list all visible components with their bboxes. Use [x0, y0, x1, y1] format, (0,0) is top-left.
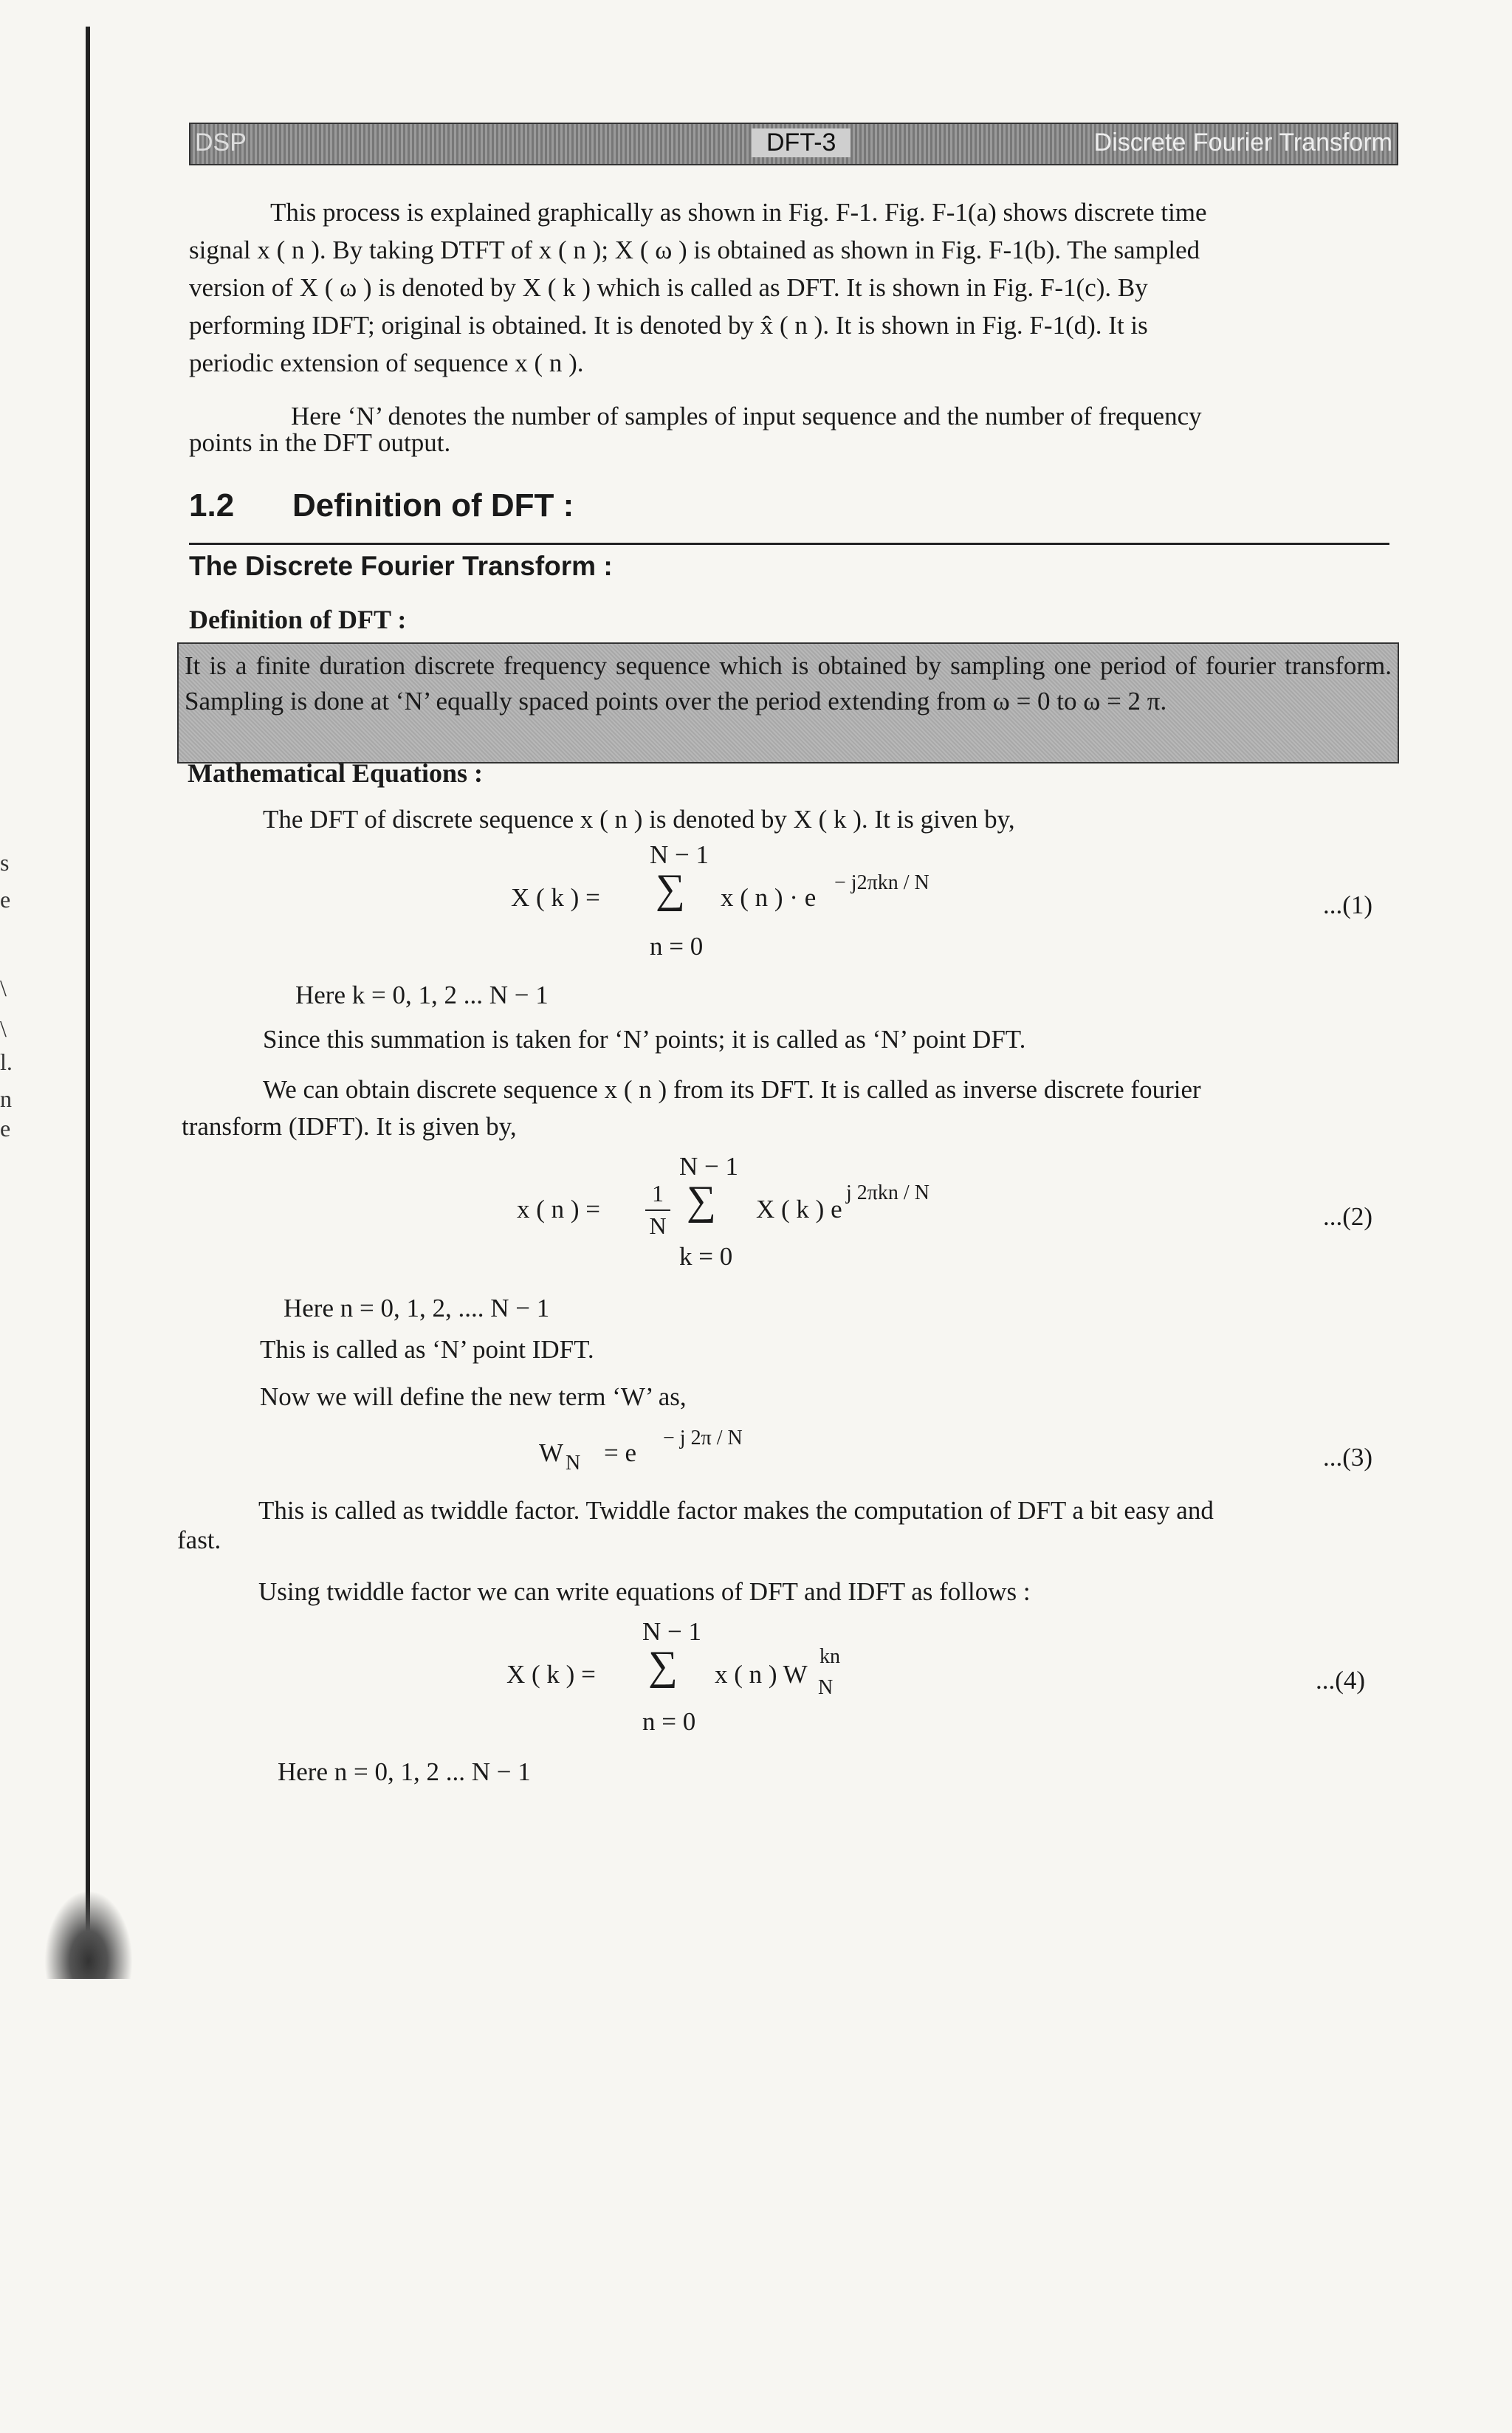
- binding-shadow: [44, 1890, 133, 1979]
- body-text: This is called as ‘N’ point IDFT.: [260, 1335, 594, 1364]
- eq2-fraction-denominator: N: [649, 1212, 667, 1239]
- body-text: Now we will define the new term ‘W’ as,: [260, 1382, 687, 1411]
- body-text: We can obtain discrete sequence x ( n ) from its DFT. It is called as inverse discrete fourier: [263, 1075, 1201, 1104]
- math-heading: Mathematical Equations :: [188, 758, 483, 788]
- section-title: Definition of DFT :: [292, 487, 574, 524]
- body-text: Here n = 0, 1, 2, .... N − 1: [284, 1294, 550, 1322]
- body-text: Using twiddle factor we can write equations of DFT and IDFT as follows :: [258, 1577, 1031, 1606]
- section-heading: [189, 487, 574, 524]
- intro-line: points in the DFT output.: [189, 428, 451, 457]
- intro-line: signal x ( n ). By taking DTFT of x ( n ); X ( ω ) is obtained as shown in Fig. F-1(b). The sampled: [189, 236, 1200, 264]
- eq2-number: ...(2): [1323, 1202, 1373, 1231]
- eq4-lhs: X ( k ) =: [506, 1660, 596, 1689]
- margin-char: l.: [0, 1049, 13, 1075]
- body-text: fast.: [177, 1526, 221, 1554]
- eq1-upper-limit: N − 1: [650, 840, 709, 869]
- eq1-exponent: − j2πkn / N: [834, 871, 929, 894]
- eq4-subscript: N: [818, 1676, 834, 1699]
- eq3-rhs: = e: [604, 1438, 637, 1467]
- margin-char: n: [0, 1085, 12, 1112]
- eq2-upper-limit: N − 1: [679, 1152, 739, 1181]
- eq1-lower-limit: n = 0: [650, 932, 704, 961]
- eq3-subscript: N: [566, 1452, 581, 1475]
- eq1-number: ...(1): [1323, 891, 1373, 919]
- margin-char: \: [0, 975, 7, 1001]
- eq2-lhs: x ( n ) =: [517, 1195, 601, 1224]
- body-text: The DFT of discrete sequence x ( n ) is denoted by X ( k ). It is given by,: [263, 805, 1015, 834]
- eq4-term: x ( n ) W: [715, 1660, 808, 1689]
- eq3-exponent: − j 2π / N: [663, 1427, 743, 1449]
- intro-line: version of X ( ω ) is denoted by X ( k ) which is called as DFT. It is shown in Fig. F-1(c). By: [189, 273, 1148, 302]
- margin-char: s: [0, 849, 10, 876]
- eq2-fraction-numerator: 1: [652, 1180, 664, 1207]
- eq3-number: ...(3): [1323, 1443, 1373, 1472]
- page-binding-edge: [86, 27, 90, 1946]
- definition-box: It is a finite duration discrete frequency sequence which is obtained by sampling one period of fourier transform. Sampling is done at ‘N’ equally spaced points over the period extending from ω = 0 to ω = 2 π.: [177, 642, 1399, 763]
- eq4-superscript: kn: [819, 1645, 840, 1668]
- body-text: Since this summation is taken for ‘N’ points; it is called as ‘N’ point DFT.: [263, 1025, 1026, 1054]
- header-chapter-title: Discrete Fourier Transform: [1093, 128, 1392, 157]
- section-number: 1.2: [189, 487, 235, 524]
- eq4-upper-limit: N − 1: [642, 1617, 702, 1646]
- eq2-lower-limit: k = 0: [679, 1242, 733, 1271]
- body-text: Here k = 0, 1, 2 ... N − 1: [295, 981, 549, 1009]
- intro-line: This process is explained graphically as shown in Fig. F-1. Fig. F-1(a) shows discrete time: [270, 198, 1207, 227]
- margin-char: e: [0, 886, 11, 913]
- eq1-sigma: ∑: [656, 866, 685, 912]
- header-left: DSP: [195, 128, 247, 157]
- header-page-number: DFT-3: [752, 128, 850, 157]
- eq2-exponent: j 2πkn / N: [846, 1181, 929, 1204]
- running-header: [189, 123, 1398, 165]
- eq1-lhs: X ( k ) =: [511, 883, 600, 912]
- eq2-fraction-bar: [645, 1209, 670, 1211]
- eq4-lower-limit: n = 0: [642, 1707, 696, 1736]
- eq2-term: X ( k ) e: [756, 1195, 842, 1224]
- eq3-lhs: W: [539, 1438, 564, 1467]
- eq4-number: ...(4): [1316, 1666, 1366, 1695]
- intro-line: periodic extension of sequence x ( n ).: [189, 349, 584, 377]
- section-rule: [189, 543, 1389, 545]
- subsection-heading: The Discrete Fourier Transform :: [189, 551, 613, 581]
- body-text: This is called as twiddle factor. Twiddle factor makes the computation of DFT a bit easy and: [258, 1496, 1214, 1525]
- margin-char: \: [0, 1015, 7, 1042]
- intro-line: performing IDFT; original is obtained. It is denoted by x̂ ( n ). It is shown in Fig. F-1(d). It is: [189, 311, 1148, 340]
- definition-heading: Definition of DFT :: [189, 605, 407, 634]
- eq2-sigma: ∑: [687, 1178, 716, 1224]
- eq1-term: x ( n ) · e: [721, 883, 817, 912]
- intro-line: Here ‘N’ denotes the number of samples of input sequence and the number of frequency: [291, 402, 1202, 430]
- body-text: transform (IDFT). It is given by,: [182, 1112, 517, 1141]
- eq4-sigma: ∑: [648, 1643, 678, 1689]
- margin-char: e: [0, 1115, 11, 1142]
- body-text: Here n = 0, 1, 2 ... N − 1: [278, 1757, 531, 1786]
